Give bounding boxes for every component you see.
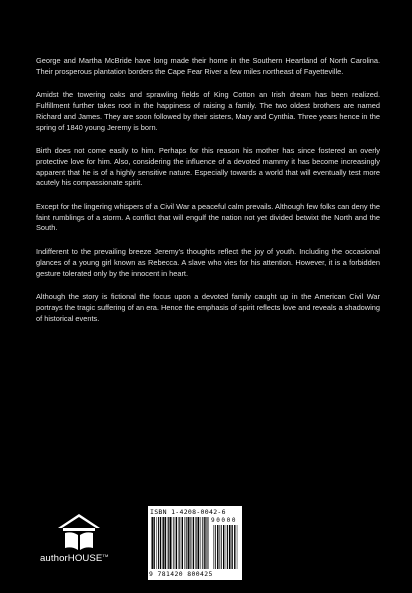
barcode-bar [184, 517, 185, 569]
barcode-bar [179, 517, 180, 569]
publisher-logo [40, 512, 120, 572]
barcode-bar [170, 517, 171, 569]
trademark-mark: TM [102, 553, 109, 558]
blurb-paragraph-5: Indifferent to the prevailing breeze Jeremy's thoughts reflect the joy of youth. Including the occasional glances of a young girl known as Rebecca. A slave who vies for his attention. However, it is a forbidden gesture tolerated only by the innocent in heart. [36, 247, 380, 278]
house-book-icon [54, 512, 104, 552]
barcode-bar [231, 525, 232, 569]
barcode-bar [226, 525, 227, 569]
addon-barcode-bars [212, 525, 239, 570]
barcode-digits: 9 781420 800425 [149, 570, 213, 578]
barcode-bar [182, 517, 183, 569]
barcode-bar [156, 517, 157, 569]
ean-barcode-bars [150, 517, 210, 570]
barcode-bar [215, 525, 216, 569]
barcode-bar [204, 517, 205, 569]
barcode-bar [193, 517, 194, 569]
blurb-paragraph-3: Birth does not come easily to him. Perhaps for this reason his mother has since fostered an overly protective love for him. Also, considering the influence of a devoted mammy it has become increasingly apparent that he is of a highly sensitive nature. Especially towards a world that will eventually test more acutely his compassionate spirit. [36, 146, 380, 188]
barcode-bar [158, 517, 159, 569]
barcode-bar [213, 525, 214, 569]
blurb-paragraph-2: Amidst the towering oaks and sprawling fields of King Cotton an Irish dream has been realized. Fulfillment further takes root in the happiness of raising a family. The two oldest brothers are named Richard and James. They are soon followed by their sisters, Mary and Cynthia. Three years hence in the spring of 1840 young Jeremy is born. [36, 90, 380, 132]
barcode-bar [232, 525, 233, 569]
barcode-bar [234, 525, 235, 569]
barcode-bar [202, 517, 203, 569]
barcode-bar [153, 517, 154, 569]
barcode-bar [227, 525, 228, 569]
blurb-paragraph-4: Except for the lingering whispers of a Civil War a peaceful calm prevails. Although few folks can deny the faint rumblings of a storm. A conflict that will engulf the nation not yet divided betwixt the North and the South. [36, 202, 380, 233]
barcode-bar [237, 525, 238, 569]
barcode-bar [165, 517, 166, 569]
barcode-bar [178, 517, 179, 569]
blurb-paragraph-6: Although the story is fictional the focus upon a devoted family caught up in the American Civil War portrays the tragic suffering of an era. Hence the emphasis of spirit reflects love and reveals a shadowing of historical events. [36, 292, 380, 323]
barcode-bar [186, 517, 187, 569]
barcode-bar [151, 517, 152, 569]
barcode-bar [189, 517, 190, 569]
barcode-bar [217, 525, 218, 569]
barcode-bar [163, 517, 164, 569]
barcode-bar [221, 525, 222, 569]
blurb-paragraph-1: George and Martha McBride have long made their home in the Southern Heartland of North Carolina. Their prosperous plantation borders the Cape Fear River a few miles northeast of Fayetteville. [36, 56, 380, 76]
addon-digits: 90000 [211, 517, 238, 524]
barcode-bar [188, 517, 189, 569]
barcode-bar [173, 517, 174, 569]
barcode-bar [198, 517, 199, 569]
barcode-bar [190, 517, 191, 569]
barcode-bar [167, 517, 168, 569]
barcode-bar [208, 517, 209, 569]
barcode-bar [207, 517, 208, 569]
barcode-bar [162, 517, 163, 569]
barcode-bar [172, 517, 173, 569]
barcode-bar [196, 517, 197, 569]
isbn-label: ISBN 1-4208-0042-6 [150, 508, 226, 516]
barcode-bar [229, 525, 230, 569]
publisher-name-text: authorHOUSE [40, 553, 103, 565]
back-cover-blurb [36, 56, 380, 337]
barcode-bar [152, 517, 153, 569]
barcode-bar [176, 517, 177, 569]
barcode-bar [168, 517, 169, 569]
barcode-bar [219, 525, 220, 569]
barcode-bar [195, 517, 196, 569]
isbn-barcode [148, 506, 242, 580]
barcode-bar [201, 517, 202, 569]
barcode-bar [160, 517, 161, 569]
barcode-bar [223, 525, 224, 569]
publisher-name [40, 553, 120, 564]
